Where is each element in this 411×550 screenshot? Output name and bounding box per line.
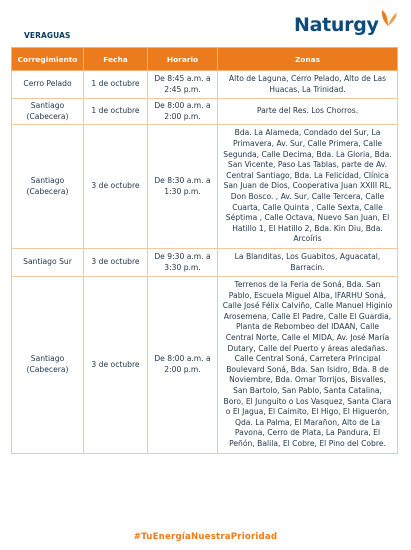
cell-corregimiento: Santiago (Cabecera) bbox=[12, 99, 84, 125]
butterfly-icon bbox=[378, 8, 398, 28]
table-row bbox=[12, 125, 398, 249]
header-horario: Horario bbox=[148, 48, 218, 71]
cell-zonas: Alto de Laguna, Cerro Pelado, Alto de Las Huacas, La Trinidad. bbox=[218, 71, 398, 99]
cell-corregimiento: Santiago (Cabecera) bbox=[12, 277, 84, 454]
table-row bbox=[12, 71, 398, 99]
logo-wordmark: Naturgy bbox=[294, 14, 379, 36]
region-title: VERAGUAS bbox=[24, 31, 71, 40]
cell-fecha: 3 de octubre bbox=[84, 277, 148, 454]
table-row bbox=[12, 99, 398, 125]
outage-schedule-table bbox=[11, 47, 398, 454]
header-corregimiento: Corregimiento bbox=[12, 48, 84, 71]
table-row bbox=[12, 248, 398, 276]
cell-horario: De 8:30 a.m. a 1:30 p.m. bbox=[148, 125, 218, 249]
cell-zonas: La Blanditas, Los Guabitos, Aguacatal, Barracin. bbox=[218, 248, 398, 276]
cell-fecha: 3 de octubre bbox=[84, 125, 148, 249]
cell-fecha: 1 de octubre bbox=[84, 99, 148, 125]
cell-horario: De 9:30 a.m. a 3:30 p.m. bbox=[148, 248, 218, 276]
cell-fecha: 3 de octubre bbox=[84, 248, 148, 276]
cell-zonas: Terrenos de la Feria de Soná, Bda. San Pablo, Escuela Miguel Alba, IFARHU Soná, Calle José Félix Calviño, Calle Manuel Higinio Arosemena, Calle El Padre, Calle El Guardia, Planta de Rebombeo del IDAAN, Calle Central Norte, Calle el MIDA, Av. José María Dutary, Calle del Puerto y áreas aledañas. Calle Central Soná, Carretera Principal Boulevard Soná, Bda. San Isidro, Bda. 8 de Noviembre, Bda. Omar Torrijos, Bisvalles, San Bartolo, San Pablo, Santa Catalina, Boro, El Junguito o Los Vasquez, Santa Clara o El Jagua, El Caimito, El Higo, El Higuerón, Qda. La Palma, El Marañon, Alto de La Pavona, Cerro de Plata, La Pandura, El Peñón, Balila, El Cobre, El Pino del Cobre. bbox=[218, 277, 398, 454]
cell-zonas: Bda. La Alameda, Condado del Sur, La Primavera, Av. Sur, Calle Primera, Calle Segunda, Calle Decima, Bda. La Gloria, Bda. San Vicente, Paso Las Tablas, parte de Av. Central Santiago, Bda. La Felicidad, Clínica San Juan de Dios, Cooperativa Juan XXIII RL, Don Bosco. , Av. Sur, Calle Tercera, Calle Cuarta, Calle Quinta , Calle Sexta, Calle Séptima , Calle Octava, Nuevo San Juan, El Hatillo 1, El Hatillo 2, Bda. Kin Diu, Bda. Arcoíris bbox=[218, 125, 398, 249]
page-header bbox=[0, 0, 411, 46]
header-fecha: Fecha bbox=[84, 48, 148, 71]
header-zonas: Zonas bbox=[218, 48, 398, 71]
cell-horario: De 8:45 a.m. a 2:45 p.m. bbox=[148, 71, 218, 99]
table-row bbox=[12, 277, 398, 454]
cell-corregimiento: Santiago Sur bbox=[12, 248, 84, 276]
footer-hashtag: #TuEnergíaNuestraPrioridad bbox=[133, 532, 278, 542]
cell-horario: De 8:00 a.m. a 2:00 p.m. bbox=[148, 277, 218, 454]
naturgy-logo bbox=[294, 8, 404, 42]
cell-zonas: Parte del Res. Los Chorros. bbox=[218, 99, 398, 125]
table-header-row bbox=[12, 48, 398, 71]
cell-corregimiento: Santiago (Cabecera) bbox=[12, 125, 84, 249]
cell-fecha: 1 de octubre bbox=[84, 71, 148, 99]
cell-horario: De 8:00 a.m. a 2:00 p.m. bbox=[148, 99, 218, 125]
cell-corregimiento: Cerro Pelado bbox=[12, 71, 84, 99]
